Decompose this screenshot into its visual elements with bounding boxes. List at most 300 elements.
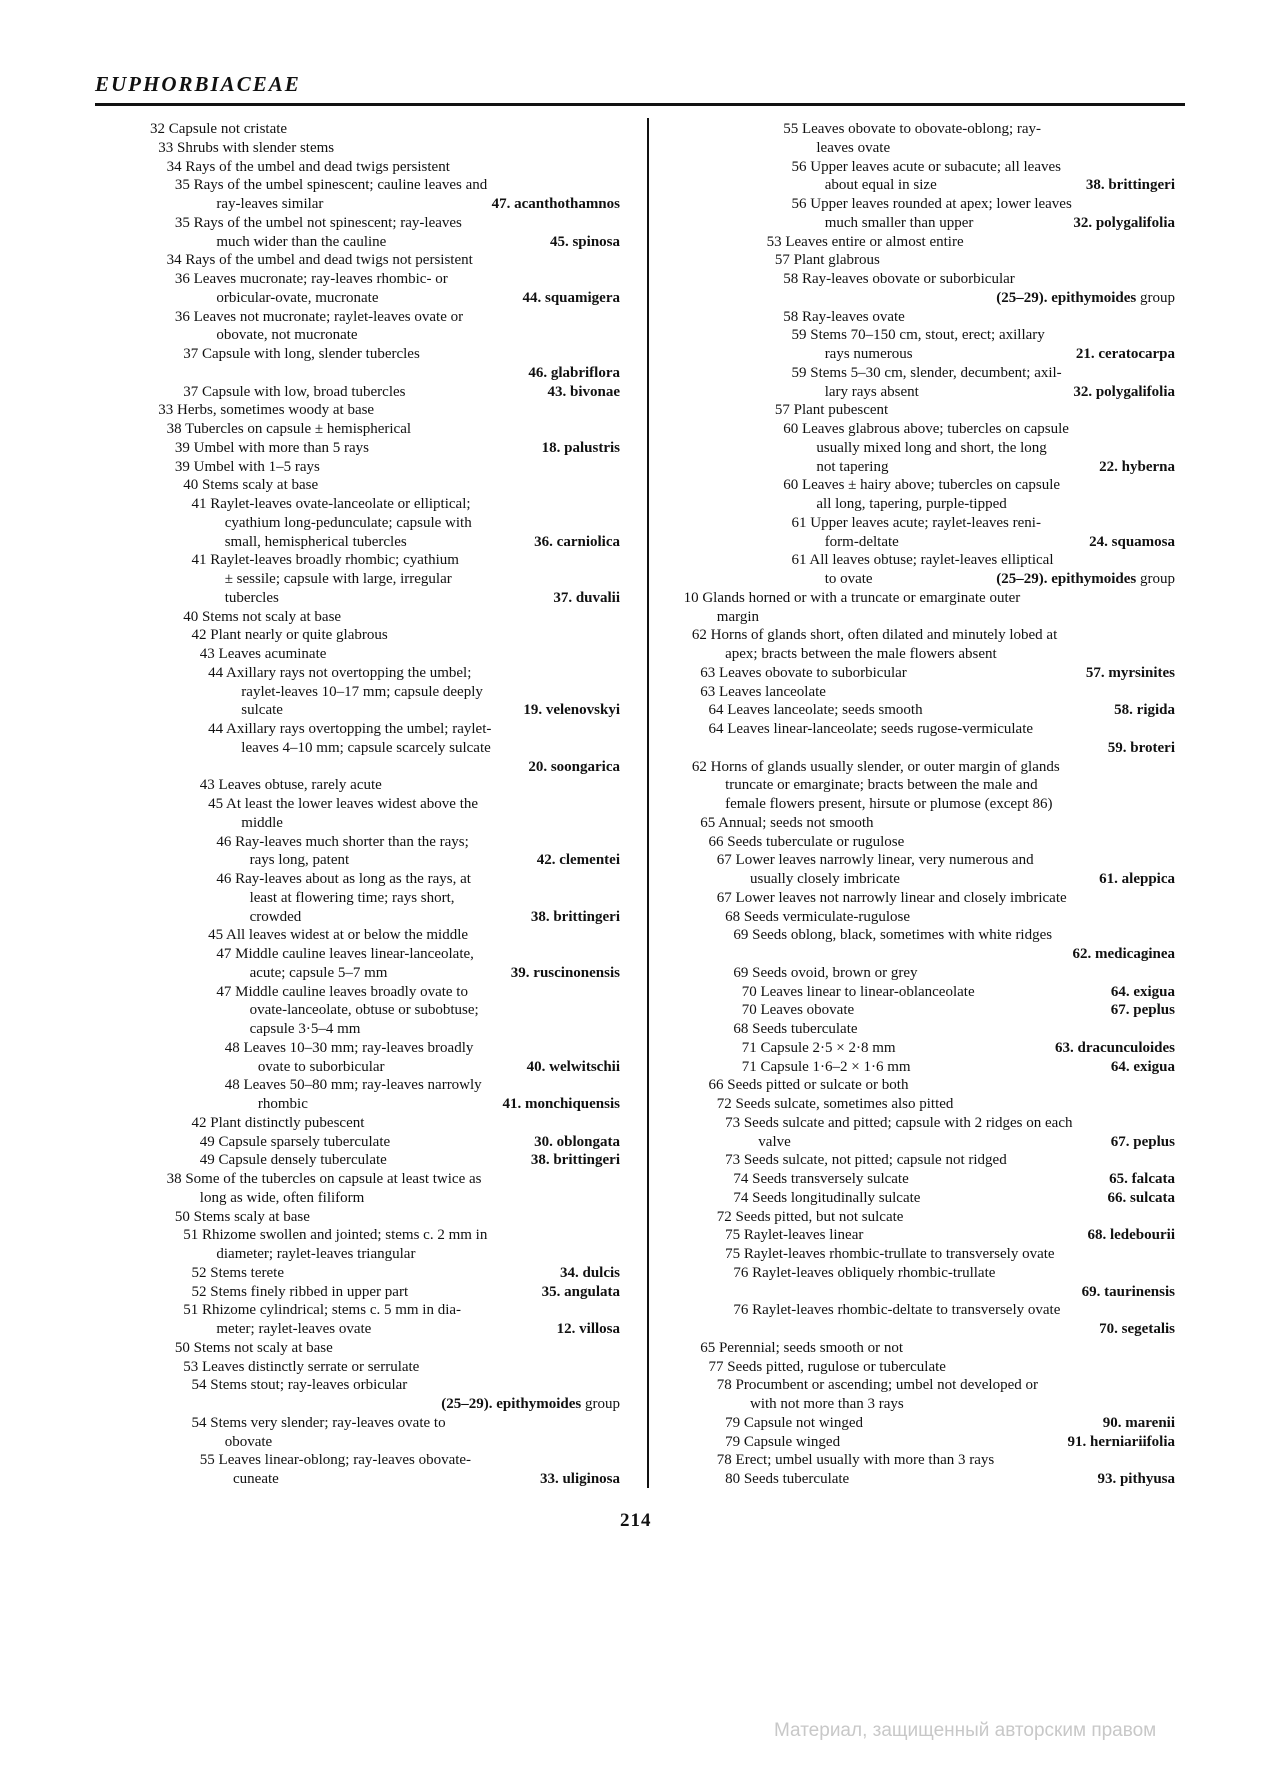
key-text: long as wide, often filiform	[199, 1189, 365, 1206]
key-line	[680, 364, 1175, 383]
key-text: 37 Capsule with low, broad tubercles	[183, 383, 406, 400]
key-line	[680, 626, 1175, 645]
key-text: 69 Seeds ovoid, brown or grey	[733, 964, 918, 981]
key-line	[680, 289, 1175, 308]
key-text: 50 Stems scaly at base	[174, 1208, 310, 1225]
key-line	[680, 476, 1175, 495]
key-text: 44 Axillary rays not overtopping the umbel;	[208, 664, 472, 681]
key-line	[680, 851, 1175, 870]
key-line	[680, 1395, 1175, 1414]
key-line	[150, 1170, 620, 1189]
page-header: EUPHORBIACEAE	[95, 72, 301, 96]
key-line	[150, 1189, 620, 1208]
key-line	[680, 645, 1175, 664]
taxon-name: 20. soongarica	[524, 758, 620, 777]
taxon-name: 91. herniariifolia	[1064, 1433, 1176, 1452]
key-text: middle	[241, 814, 283, 831]
key-text: 63 Leaves obovate to suborbicular	[700, 664, 907, 681]
group-suffix: group	[1136, 289, 1175, 306]
key-text: lary rays absent	[824, 383, 919, 400]
left-column	[150, 120, 620, 1489]
taxon-name: 58. rigida	[1110, 701, 1175, 720]
key-text: not tapering	[816, 458, 889, 475]
key-line	[680, 308, 1175, 327]
key-line	[680, 1001, 1175, 1020]
key-line	[150, 739, 620, 758]
key-line	[680, 570, 1175, 589]
key-text: ovate-lanceolate, obtuse or subobtuse;	[249, 1002, 479, 1019]
right-column	[680, 120, 1175, 1489]
key-text: 73 Seeds sulcate and pitted; capsule with 2 ridges on each	[725, 1114, 1073, 1131]
key-text: much wider than the cauline	[216, 233, 387, 250]
key-line	[680, 758, 1175, 777]
key-line	[150, 795, 620, 814]
key-text: much smaller than upper	[824, 214, 974, 231]
key-text: 65 Perennial; seeds smooth or not	[700, 1339, 904, 1356]
key-text: with not more than 3 rays	[750, 1396, 904, 1412]
key-text: 74 Seeds transversely sulcate	[733, 1171, 909, 1187]
key-text: 53 Leaves entire or almost entire	[766, 233, 964, 250]
key-line	[150, 1208, 620, 1227]
key-text: apex; bracts between the male flowers absent	[725, 646, 997, 662]
key-text: 49 Capsule sparsely tuberculate	[199, 1133, 391, 1150]
key-text: 74 Seeds longitudinally sulcate	[733, 1189, 921, 1206]
key-text: 57 Plant glabrous	[774, 252, 880, 269]
key-line	[680, 1264, 1175, 1283]
key-text: 50 Stems not scaly at base	[174, 1339, 333, 1356]
key-text: 56 Upper leaves rounded at apex; lower leaves	[791, 196, 1072, 212]
key-line	[150, 308, 620, 327]
key-text: crowded	[249, 908, 302, 925]
watermark: Материал, защищенный авторским правом	[774, 1720, 1157, 1741]
key-line	[150, 1151, 620, 1170]
taxon-name: 64. exigua	[1107, 1058, 1175, 1077]
key-line	[150, 589, 620, 608]
key-text: 38 Tubercles on capsule ± hemispherical	[166, 421, 412, 437]
key-line	[680, 458, 1175, 477]
key-line	[150, 476, 620, 495]
key-text: 37 Capsule with long, slender tubercles	[183, 346, 420, 362]
key-line	[150, 758, 620, 777]
key-line	[680, 945, 1175, 964]
key-text: all long, tapering, purple-tipped	[816, 496, 1007, 512]
key-line	[150, 139, 620, 158]
key-text: 39 Umbel with more than 5 rays	[174, 439, 370, 456]
taxon-name: 36. carniolica	[530, 533, 620, 552]
key-text: 45 At least the lower leaves widest above the	[208, 796, 479, 812]
key-line	[680, 345, 1175, 364]
key-text: 47 Middle cauline leaves linear-lanceolate,	[216, 946, 474, 962]
taxon-name: (25–29). epithymoides group	[992, 289, 1175, 308]
key-text: cuneate	[233, 1471, 279, 1487]
taxon-name: 65. falcata	[1105, 1170, 1175, 1189]
key-line	[680, 1451, 1175, 1470]
key-text: rhombic	[257, 1096, 308, 1112]
key-text: 40 Stems not scaly at base	[183, 608, 342, 625]
key-line	[680, 1339, 1175, 1358]
key-text: ray-leaves similar	[216, 196, 324, 212]
key-text: 34 Rays of the umbel and dead twigs not persistent	[166, 252, 473, 269]
key-line	[680, 1095, 1175, 1114]
taxon-name: 32. polygalifolia	[1069, 214, 1175, 233]
key-line	[680, 233, 1175, 252]
key-line	[150, 1358, 620, 1377]
key-text: 58 Ray-leaves ovate	[783, 308, 905, 325]
key-text: least at flowering time; rays short,	[249, 889, 455, 906]
key-text: 64 Leaves linear-lanceolate; seeds rugose-vermiculate	[708, 721, 1034, 737]
key-line	[680, 908, 1175, 927]
key-text: 68 Seeds vermiculate-rugulose	[725, 908, 911, 925]
key-line	[680, 1189, 1175, 1208]
key-text: to ovate	[824, 571, 873, 587]
key-text: 49 Capsule densely tuberculate	[199, 1152, 387, 1169]
key-line	[680, 326, 1175, 345]
taxon-name: 42. clementei	[533, 851, 620, 870]
key-line	[150, 439, 620, 458]
group-suffix: group	[581, 1396, 620, 1412]
key-text: 46 Ray-leaves much shorter than the rays;	[216, 833, 469, 850]
key-line	[150, 945, 620, 964]
key-line	[150, 776, 620, 795]
key-text: rays long, patent	[249, 852, 350, 869]
key-text: 65 Annual; seeds not smooth	[700, 814, 874, 831]
key-line	[150, 1226, 620, 1245]
key-text: 60 Leaves glabrous above; tubercles on capsule	[783, 421, 1069, 437]
key-line	[680, 683, 1175, 702]
key-text: meter; raylet-leaves ovate	[216, 1321, 372, 1337]
key-text: form-deltate	[824, 533, 899, 550]
key-text: 78 Erect; umbel usually with more than 3 rays	[716, 1452, 995, 1469]
key-line	[680, 439, 1175, 458]
key-text: ± sessile; capsule with large, irregular	[224, 571, 452, 587]
key-line	[680, 495, 1175, 514]
key-line	[680, 1114, 1175, 1133]
taxon-name: 19. velenovskyi	[519, 701, 620, 720]
key-text: rays numerous	[824, 346, 913, 362]
key-line	[150, 814, 620, 833]
key-line	[680, 608, 1175, 627]
key-text: ovate to suborbicular	[257, 1058, 385, 1075]
key-text: 60 Leaves ± hairy above; tubercles on capsule	[783, 477, 1061, 494]
key-text: 33 Shrubs with slender stems	[158, 139, 335, 156]
taxon-name: 34. dulcis	[556, 1264, 620, 1283]
key-text: 52 Stems finely ribbed in upper part	[191, 1283, 409, 1300]
taxon-name: 38. brittingeri	[1082, 176, 1175, 195]
key-line	[150, 664, 620, 683]
key-line	[150, 195, 620, 214]
key-line	[680, 176, 1175, 195]
key-text: 62 Horns of glands usually slender, or outer margin of glands	[691, 758, 1060, 775]
taxon-name: 12. villosa	[553, 1320, 620, 1339]
key-text: 51 Rhizome swollen and jointed; stems c. 2 mm in	[183, 1227, 488, 1244]
taxon-name: 37. duvalii	[549, 589, 620, 608]
taxon-name: (25–29). epithymoides group	[992, 570, 1175, 589]
taxon-name: 24. squamosa	[1085, 533, 1175, 552]
taxon-name: 68. ledebourii	[1083, 1226, 1175, 1245]
key-line	[150, 964, 620, 983]
taxon-name: 67. peplus	[1107, 1133, 1175, 1152]
taxon-name: 21. ceratocarpa	[1072, 345, 1175, 364]
key-line	[150, 701, 620, 720]
key-text: 10 Glands horned or with a truncate or emarginate outer	[683, 589, 1021, 606]
key-line	[150, 1264, 620, 1283]
key-line	[150, 1095, 620, 1114]
key-line	[150, 1339, 620, 1358]
key-line	[150, 270, 620, 289]
key-line	[150, 1451, 620, 1470]
key-text: leaves 4–10 mm; capsule scarcely sulcate	[241, 739, 491, 756]
key-line	[150, 289, 620, 308]
key-line	[150, 233, 620, 252]
key-line	[150, 1245, 620, 1264]
key-line	[150, 720, 620, 739]
key-text: 36 Leaves not mucronate; raylet-leaves ovate or	[174, 308, 464, 325]
taxon-name: 40. welwitschii	[523, 1058, 620, 1077]
key-line	[680, 795, 1175, 814]
key-text: usually closely imbricate	[750, 871, 900, 887]
key-line	[680, 964, 1175, 983]
key-line	[680, 1208, 1175, 1227]
key-line	[680, 589, 1175, 608]
taxon-name: 38. brittingeri	[527, 1151, 620, 1170]
key-text: 35 Rays of the umbel not spinescent; ray-leaves	[174, 214, 462, 231]
key-text: 72 Seeds sulcate, sometimes also pitted	[716, 1096, 954, 1112]
key-line	[680, 870, 1175, 889]
key-text: 39 Umbel with 1–5 rays	[174, 458, 320, 475]
key-text: usually mixed long and short, the long	[816, 439, 1047, 456]
key-text: 48 Leaves 10–30 mm; ray-leaves broadly	[224, 1039, 474, 1056]
key-line	[150, 158, 620, 177]
taxon-name: (25–29). epithymoides group	[437, 1395, 620, 1414]
key-text: small, hemispherical tubercles	[224, 533, 407, 550]
key-line	[150, 1076, 620, 1095]
key-text: 68 Seeds tuberculate	[733, 1021, 858, 1037]
key-text: 72 Seeds pitted, but not sulcate	[716, 1208, 904, 1225]
key-line	[680, 251, 1175, 270]
taxon-name: 67. peplus	[1107, 1001, 1175, 1020]
key-text: 35 Rays of the umbel spinescent; cauline leaves and	[174, 177, 488, 194]
taxon-name: 69. taurinensis	[1078, 1283, 1175, 1302]
key-text: 67 Lower leaves not narrowly linear and closely imbricate	[716, 889, 1067, 906]
key-text: obovate, not mucronate	[216, 327, 358, 344]
key-line	[150, 870, 620, 889]
key-line	[150, 551, 620, 570]
key-text: 40 Stems scaly at base	[183, 477, 319, 494]
key-text: 79 Capsule not winged	[725, 1414, 863, 1431]
taxon-name: 33. uliginosa	[536, 1470, 620, 1489]
key-text: 41 Raylet-leaves broadly rhombic; cyathium	[191, 552, 459, 569]
key-line	[150, 1133, 620, 1152]
key-line	[150, 983, 620, 1002]
key-text: 55 Leaves linear-oblong; ray-leaves obovate-	[199, 1452, 472, 1469]
key-text: 58 Ray-leaves obovate or suborbicular	[783, 271, 1015, 287]
key-text: 73 Seeds sulcate, not pitted; capsule not ridged	[725, 1152, 1007, 1169]
taxon-name: 18. palustris	[538, 439, 620, 458]
key-text: tubercles	[224, 589, 279, 606]
key-text: 47 Middle cauline leaves broadly ovate to	[216, 983, 468, 1000]
group-suffix: group	[1136, 571, 1175, 587]
key-text: 66 Seeds tuberculate or rugulose	[708, 833, 905, 850]
taxon-name: 59. broteri	[1104, 739, 1175, 758]
key-text: obovate	[224, 1433, 273, 1450]
key-text: 71 Capsule 1·6–2 × 1·6 mm	[741, 1058, 911, 1075]
key-line	[680, 701, 1175, 720]
key-line	[680, 1470, 1175, 1489]
key-line	[680, 1414, 1175, 1433]
key-text: 59 Stems 5–30 cm, slender, decumbent; axil-	[791, 364, 1062, 381]
key-line	[150, 120, 620, 139]
key-line	[680, 833, 1175, 852]
key-text: margin	[716, 608, 760, 625]
taxon-name: 66. sulcata	[1104, 1189, 1176, 1208]
key-line	[150, 851, 620, 870]
taxon-name: 30. oblongata	[530, 1133, 620, 1152]
key-line	[680, 195, 1175, 214]
key-line	[680, 1301, 1175, 1320]
key-text: truncate or emarginate; bracts between the male and	[725, 777, 1038, 794]
key-line	[150, 1058, 620, 1077]
key-line	[150, 1395, 620, 1414]
column-divider	[647, 118, 649, 1488]
key-text: 32 Capsule not cristate	[150, 121, 288, 137]
key-text: 54 Stems very slender; ray-leaves ovate to	[191, 1414, 446, 1431]
key-line	[680, 158, 1175, 177]
key-text: valve	[758, 1133, 791, 1150]
key-text: 52 Stems terete	[191, 1264, 284, 1281]
key-text: 34 Rays of the umbel and dead twigs persistent	[166, 158, 450, 175]
key-text: 44 Axillary rays overtopping the umbel; raylet-	[208, 721, 492, 737]
key-text: 75 Raylet-leaves linear	[725, 1227, 864, 1244]
key-text: 79 Capsule winged	[725, 1433, 841, 1450]
key-text: 61 Upper leaves acute; raylet-leaves reni-	[791, 514, 1041, 531]
taxon-name: 64. exigua	[1107, 983, 1175, 1002]
key-line	[680, 533, 1175, 552]
key-text: 61 All leaves obtuse; raylet-leaves elliptical	[791, 552, 1054, 569]
key-line	[150, 1376, 620, 1395]
key-line	[680, 1151, 1175, 1170]
key-text: 67 Lower leaves narrowly linear, very numerous and	[716, 852, 1034, 869]
key-line	[680, 776, 1175, 795]
taxon-name: 35. angulata	[538, 1283, 620, 1302]
key-text: 43 Leaves obtuse, rarely acute	[199, 777, 382, 794]
key-line	[680, 551, 1175, 570]
key-line	[680, 514, 1175, 533]
key-line	[150, 533, 620, 552]
header-rule	[95, 103, 1185, 106]
key-line	[150, 1283, 620, 1302]
taxon-name: 41. monchiquensis	[498, 1095, 620, 1114]
taxon-name: 39. ruscinonensis	[507, 964, 620, 983]
key-text: orbicular-ovate, mucronate	[216, 289, 379, 306]
key-text: 42 Plant nearly or quite glabrous	[191, 627, 388, 644]
page-number: 214	[620, 1510, 652, 1531]
key-line	[680, 983, 1175, 1002]
key-line	[150, 570, 620, 589]
key-text: 70 Leaves linear to linear-oblanceolate	[741, 983, 975, 1000]
key-line	[150, 495, 620, 514]
key-text: 46 Ray-leaves about as long as the rays, at	[216, 871, 471, 887]
key-text: 75 Raylet-leaves rhombic-trullate to transversely ovate	[725, 1246, 1055, 1262]
key-line	[680, 139, 1175, 158]
key-line	[150, 176, 620, 195]
key-text: 57 Plant pubescent	[774, 402, 889, 419]
key-line	[150, 833, 620, 852]
key-line	[150, 645, 620, 664]
key-line	[680, 420, 1175, 439]
taxon-name: 47. acanthothamnos	[488, 195, 620, 214]
taxon-name: 46. glabriflora	[524, 364, 620, 383]
key-line	[150, 214, 620, 233]
taxon-name: 38. brittingeri	[527, 908, 620, 927]
key-text: 42 Plant distinctly pubescent	[191, 1114, 365, 1131]
taxon-name: 45. spinosa	[546, 233, 620, 252]
key-text: 45 All leaves widest at or below the middle	[208, 927, 469, 944]
key-text: 53 Leaves distinctly serrate or serrulate	[183, 1358, 420, 1375]
key-line	[150, 420, 620, 439]
key-line	[680, 1058, 1175, 1077]
key-line	[680, 1376, 1175, 1395]
key-text: 70 Leaves obovate	[741, 1002, 855, 1019]
taxon-name: 22. hyberna	[1095, 458, 1175, 477]
key-line	[150, 364, 620, 383]
taxon-name: 63. dracunculoides	[1051, 1039, 1175, 1058]
taxon-name: 57. myrsinites	[1082, 664, 1175, 683]
key-line	[680, 1358, 1175, 1377]
key-line	[150, 383, 620, 402]
taxon-name: 32. polygalifolia	[1069, 383, 1175, 402]
key-text: 56 Upper leaves acute or subacute; all leaves	[791, 158, 1061, 175]
key-line	[150, 626, 620, 645]
key-text: 48 Leaves 50–80 mm; ray-leaves narrowly	[224, 1077, 482, 1094]
key-text: 33 Herbs, sometimes woody at base	[158, 402, 375, 419]
key-text: 66 Seeds pitted or sulcate or both	[708, 1077, 909, 1094]
key-text: 55 Leaves obovate to obovate-oblong; ray-	[783, 121, 1042, 137]
key-line	[150, 458, 620, 477]
key-text: raylet-leaves 10–17 mm; capsule deeply	[241, 683, 483, 700]
key-line	[680, 739, 1175, 758]
taxon-name: 70. segetalis	[1095, 1320, 1175, 1339]
key-text: capsule 3·5–4 mm	[249, 1021, 361, 1037]
key-text: 63 Leaves lanceolate	[700, 683, 826, 700]
key-line	[150, 608, 620, 627]
key-text: leaves ovate	[816, 139, 891, 156]
taxon-name: 93. pithyusa	[1093, 1470, 1175, 1489]
key-line	[150, 1470, 620, 1489]
key-line	[150, 908, 620, 927]
taxon-name: 62. medicaginea	[1069, 945, 1176, 964]
key-line	[680, 926, 1175, 945]
key-text: 51 Rhizome cylindrical; stems c. 5 mm in dia-	[183, 1302, 462, 1319]
key-line	[150, 683, 620, 702]
key-text: diameter; raylet-leaves triangular	[216, 1246, 416, 1262]
key-line	[680, 1039, 1175, 1058]
key-text: 77 Seeds pitted, rugulose or tuberculate	[708, 1358, 946, 1375]
key-line	[680, 120, 1175, 139]
key-line	[150, 514, 620, 533]
key-line	[680, 1245, 1175, 1264]
key-text: 76 Raylet-leaves rhombic-deltate to transversely ovate	[733, 1302, 1061, 1319]
key-line	[680, 1320, 1175, 1339]
key-text: 78 Procumbent or ascending; umbel not developed or	[716, 1377, 1038, 1394]
key-line	[150, 1414, 620, 1433]
key-line	[680, 214, 1175, 233]
key-line	[150, 345, 620, 364]
key-line	[150, 1301, 620, 1320]
key-text: acute; capsule 5–7 mm	[249, 964, 388, 981]
key-line	[150, 1320, 620, 1339]
key-line	[680, 1076, 1175, 1095]
key-line	[680, 383, 1175, 402]
